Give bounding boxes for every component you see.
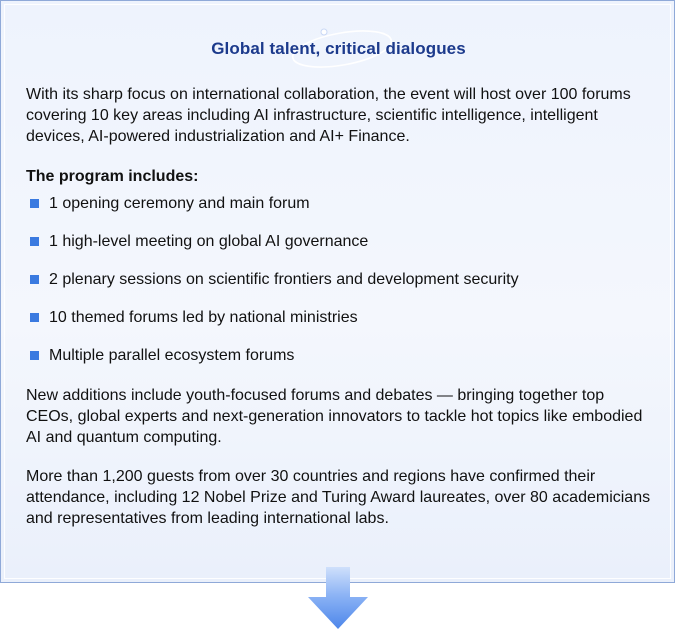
card-title: Global talent, critical dialogues	[211, 39, 466, 58]
program-list	[26, 193, 651, 383]
new-additions-paragraph: New additions include youth-focused forums and debates — bringing together top CEOs, global experts and next-generation innovators to tackle hot topics like embodied AI and quantum computing.	[26, 387, 643, 446]
square-bullet-icon	[30, 313, 39, 322]
intro-paragraph: With its sharp focus on international collaboration, the event will host over 100 forums covering 10 key areas including AI infrastructure, scientific intelligence, intelligent devices, AI-powered industrialization and AI+ Finance.	[26, 86, 631, 145]
program-heading: The program includes:	[26, 168, 199, 185]
program-item-text: 1 high-level meeting on global AI governance	[49, 233, 369, 250]
program-item-text: 2 plenary sessions on scientific frontiers and development security	[49, 271, 519, 288]
program-list-item	[26, 193, 651, 231]
card-header	[1, 31, 676, 71]
card-body	[26, 84, 651, 529]
square-bullet-icon	[30, 275, 39, 284]
square-bullet-icon	[30, 199, 39, 208]
square-bullet-icon	[30, 351, 39, 360]
arrow-down-icon	[306, 567, 370, 631]
program-list-item	[26, 345, 651, 383]
program-list-item	[26, 269, 651, 307]
program-item-text: Multiple parallel ecosystem forums	[49, 347, 295, 364]
program-list-item	[26, 307, 651, 345]
program-item-text: 1 opening ceremony and main forum	[49, 195, 310, 212]
program-list-item	[26, 231, 651, 269]
program-item-text: 10 themed forums led by national ministries	[49, 309, 358, 326]
square-bullet-icon	[30, 237, 39, 246]
guests-paragraph: More than 1,200 guests from over 30 countries and regions have confirmed their attendance, including 12 Nobel Prize and Turing Award laureates, over 80 academicians and representatives from leading international labs.	[26, 468, 651, 527]
